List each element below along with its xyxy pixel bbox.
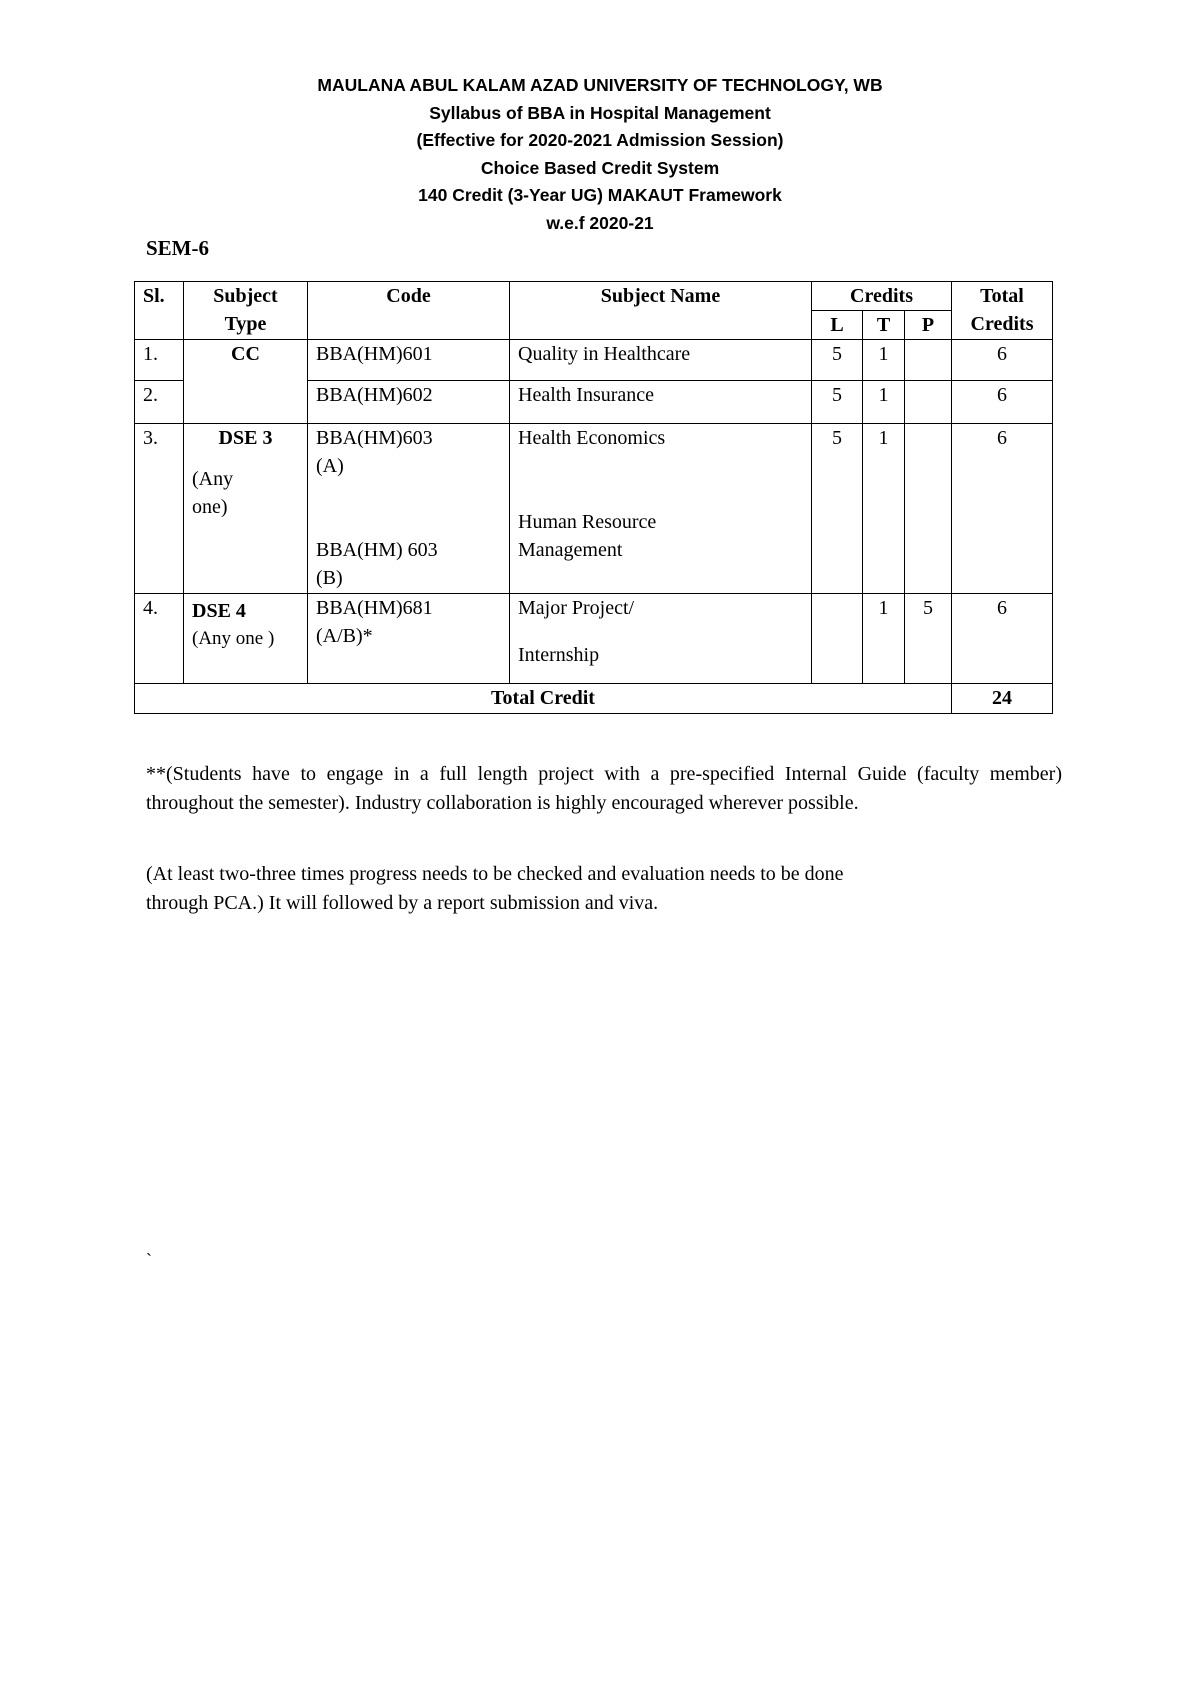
row2-sl: 2. (135, 381, 184, 424)
col-total-credits (952, 282, 1053, 340)
row3-code-b-1: BBA(HM) 603 (316, 539, 438, 561)
note-paragraph-2 (146, 860, 1062, 917)
table-row (135, 424, 1053, 594)
note-paragraph-2-line1: (At least two-three times progress needs to be checked and evaluation needs to be done (146, 863, 844, 885)
semester-label: SEM-6 (146, 236, 209, 260)
university-name: MAULANA ABUL KALAM AZAD UNIVERSITY OF TECHNOLOGY, WB (317, 75, 883, 95)
stray-mark: ` (146, 1250, 152, 1270)
syllabus-table (134, 281, 1053, 714)
row4-name-1: Major Project/ (518, 597, 635, 619)
wef-date: w.e.f 2020-21 (546, 212, 654, 233)
syllabus-title: Syllabus of BBA in Hospital Management (429, 102, 771, 123)
row3-type-note-1: (Any (192, 468, 234, 490)
table-header-row (135, 282, 1053, 311)
row3-name-b-1: Human Resource (518, 511, 657, 533)
row4-l (812, 594, 863, 684)
row3-type-label: DSE 3 (218, 427, 273, 449)
row1-sl: 1. (135, 340, 184, 381)
col-l: L (812, 311, 863, 340)
row2-type-empty (184, 381, 308, 424)
row4-code (308, 594, 510, 684)
col-subject-name: Subject Name (510, 282, 812, 340)
row3-code-a-2: (A) (316, 455, 344, 477)
row4-type (184, 594, 308, 684)
row2-l: 5 (812, 381, 863, 424)
col-code: Code (308, 282, 510, 340)
note-paragraph-2-line2: through PCA.) It will followed by a report submission and viva. (146, 891, 659, 914)
total-credit-label: Total Credit (135, 684, 952, 714)
row3-type-note-2: one) (192, 496, 228, 518)
row1-total: 6 (952, 340, 1053, 381)
row3-name (510, 424, 812, 594)
col-subject-type (184, 282, 308, 340)
row3-code (308, 424, 510, 594)
row4-name (510, 594, 812, 684)
credit-system: Choice Based Credit System (480, 157, 720, 178)
row4-total: 6 (952, 594, 1053, 684)
row1-type: CC (184, 340, 308, 381)
framework: 140 Credit (3-Year UG) MAKAUT Framework (418, 185, 782, 205)
col-t: T (863, 311, 905, 340)
row3-name-a: Health Economics (518, 427, 666, 449)
row1-p (905, 340, 952, 381)
row4-code-2: (A/B)* (316, 625, 373, 647)
row2-code: BBA(HM)602 (308, 381, 510, 424)
total-credit-value: 24 (952, 684, 1053, 714)
total-row (135, 684, 1053, 714)
row2-name: Health Insurance (510, 381, 812, 424)
col-sl: Sl. (135, 282, 184, 340)
col-p: P (905, 311, 952, 340)
row4-t: 1 (863, 594, 905, 684)
row3-sl: 3. (135, 424, 184, 594)
col-total-line1: Total (980, 285, 1024, 307)
row3-t: 1 (863, 424, 905, 594)
col-subject-type-line2: Type (224, 313, 267, 335)
row4-code-1: BBA(HM)681 (316, 597, 433, 619)
col-total-line2: Credits (970, 313, 1034, 335)
row3-type (184, 424, 308, 594)
row1-name: Quality in Healthcare (510, 340, 812, 381)
row4-type-note: (Any one ) (192, 628, 275, 649)
effective-session: (Effective for 2020-2021 Admission Session) (416, 130, 784, 150)
col-subject-type-line1: Subject (213, 285, 278, 307)
row3-code-b-2: (B) (316, 567, 343, 589)
row4-sl: 4. (135, 594, 184, 684)
table-row (135, 381, 1053, 424)
table-row (135, 594, 1053, 684)
row3-l: 5 (812, 424, 863, 594)
table-row (135, 340, 1053, 381)
row2-total: 6 (952, 381, 1053, 424)
col-credits: Credits (812, 282, 952, 311)
row3-name-b-2: Management (518, 539, 623, 561)
row3-total: 6 (952, 424, 1053, 594)
row1-l: 5 (812, 340, 863, 381)
document-header (0, 72, 1200, 237)
row1-t: 1 (863, 340, 905, 381)
row2-t: 1 (863, 381, 905, 424)
row3-code-a-1: BBA(HM)603 (316, 427, 433, 449)
row1-code: BBA(HM)601 (308, 340, 510, 381)
row4-name-2: Internship (518, 644, 600, 666)
row4-type-label: DSE 4 (192, 600, 246, 622)
note-paragraph-1: **(Students have to engage in a full length project with a pre-specified Internal Guide (faculty member) throughout the semester). Industry collaboration is highly encouraged wherever possible. (146, 763, 1062, 814)
row3-p (905, 424, 952, 594)
row2-p (905, 381, 952, 424)
row4-p: 5 (905, 594, 952, 684)
